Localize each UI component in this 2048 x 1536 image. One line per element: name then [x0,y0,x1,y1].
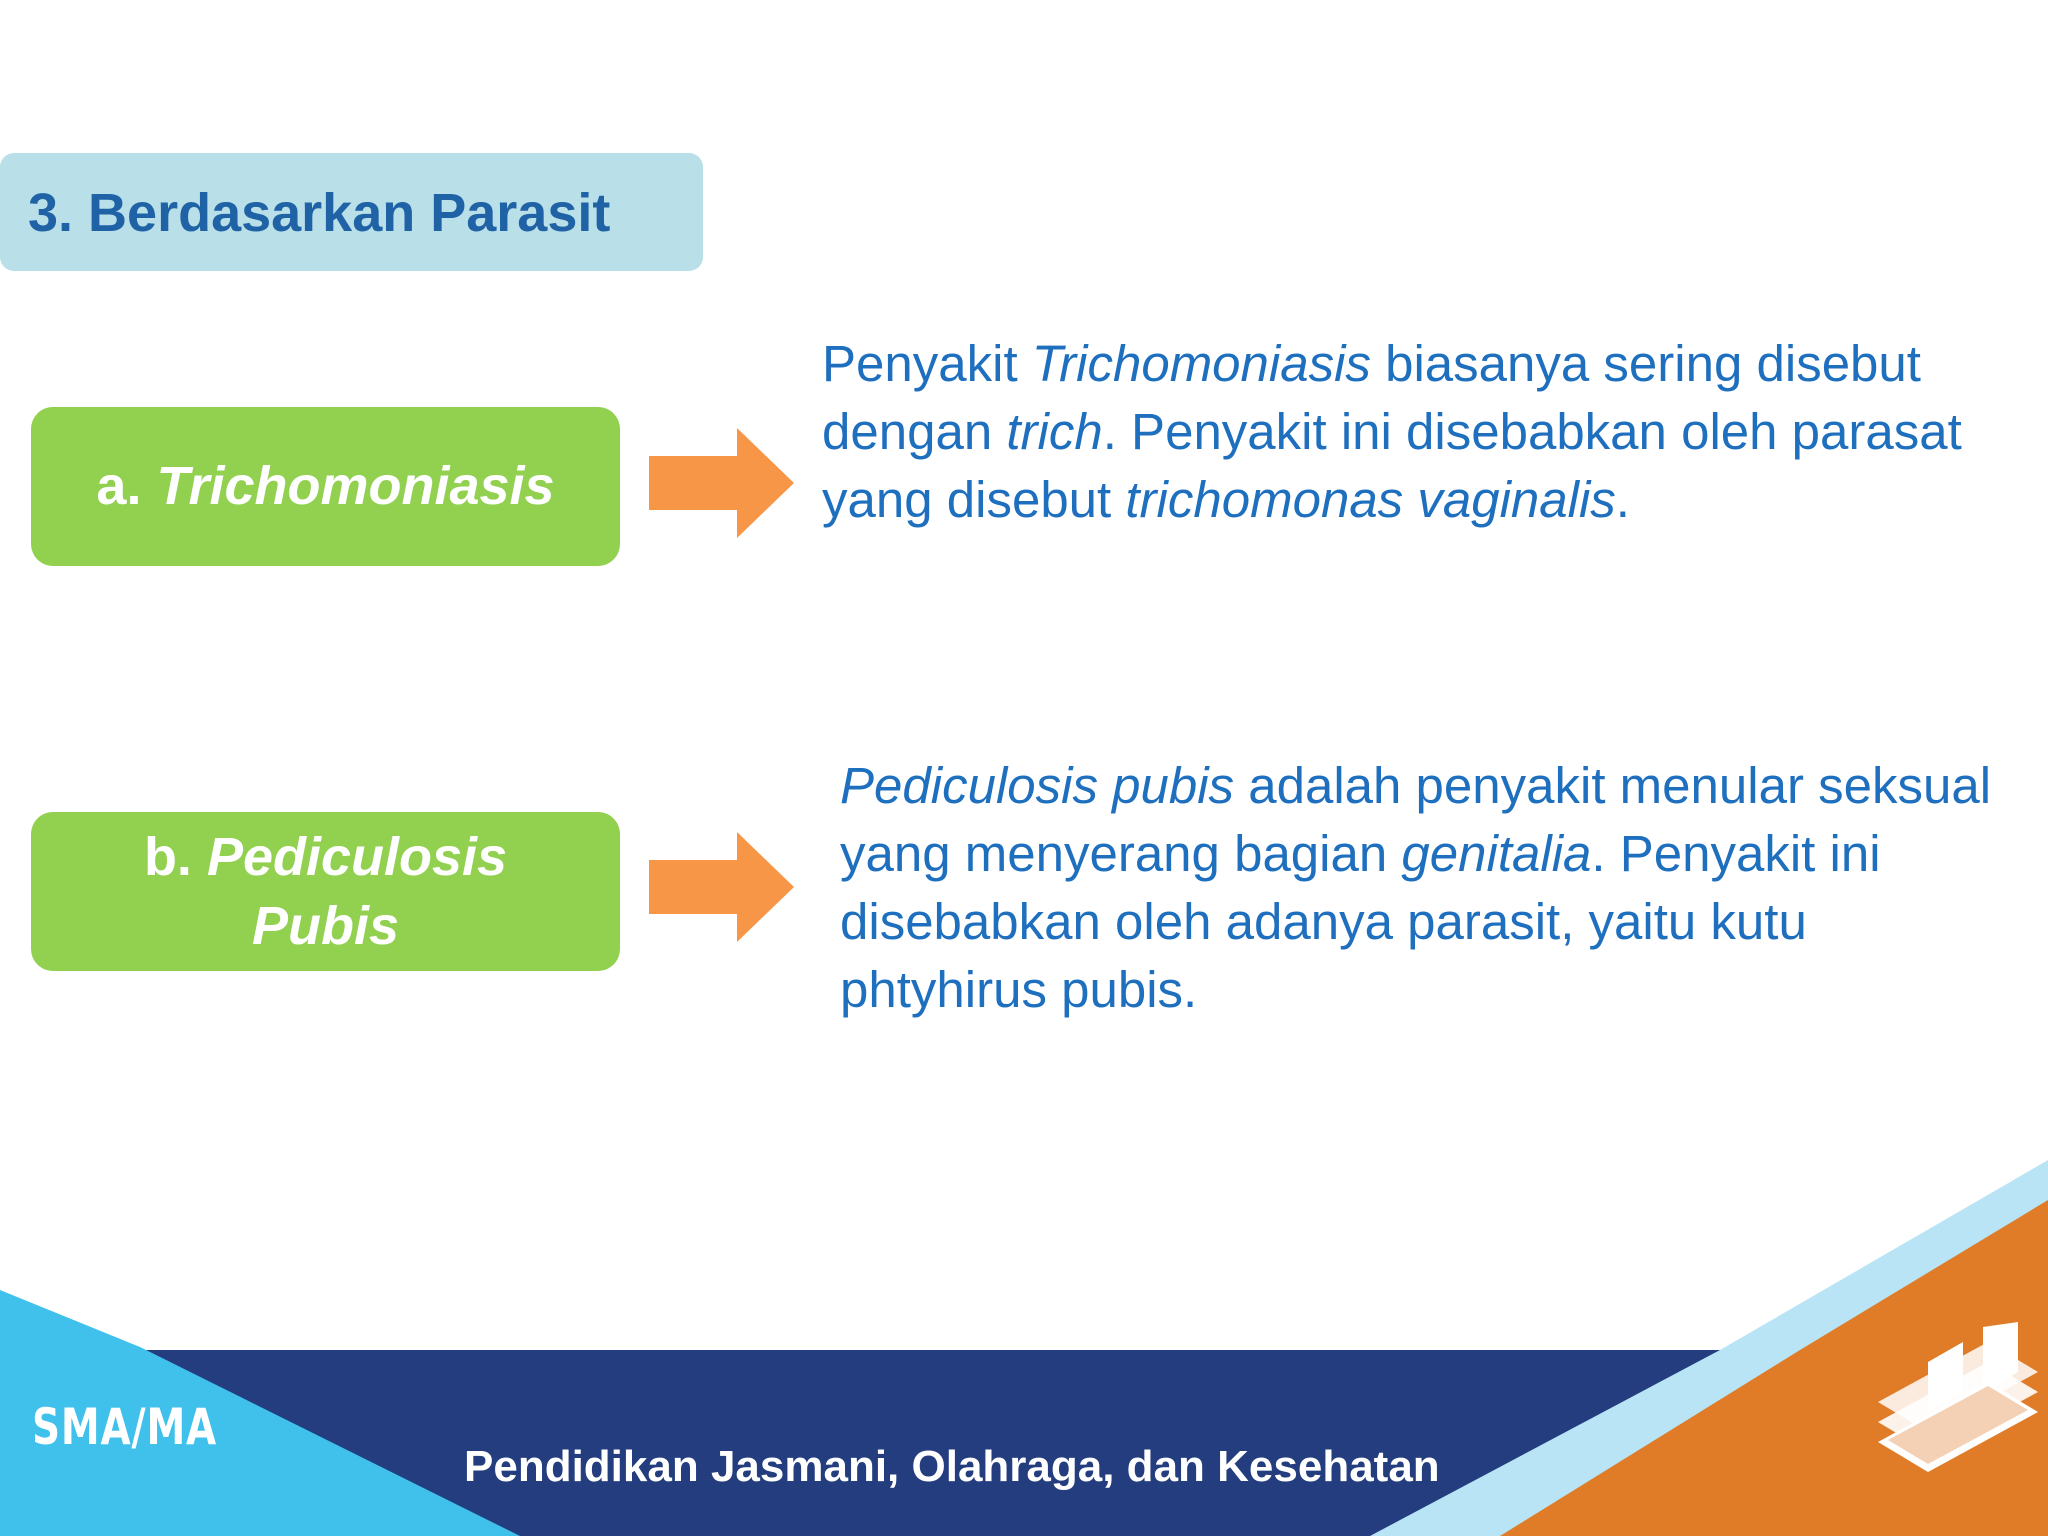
item-b-name-line2: Pubis [251,895,400,956]
desc-a-text-5: . Penyakit ini disebabkan oleh parasat yang disebut [822,403,1962,528]
item-a-prefix: a. [96,456,157,517]
item-a-label [96,452,554,521]
item-a-description [822,330,2002,534]
desc-b-text-2: adalah penyakit menular seksual yang menyerang bagian [840,757,1992,882]
desc-a-text-2: Trichomoniasis [1031,335,1371,392]
desc-a-text-1: Penyakit [822,335,1032,392]
desc-a-text-7: . [1615,471,1630,528]
section-heading-box [0,153,703,271]
desc-b-text-3: genitalia [1401,825,1592,882]
item-b-label [144,823,507,960]
item-b-prefix: b. [143,826,207,887]
item-b-box [31,812,620,971]
brand-label: SMA/MA [32,1398,218,1456]
item-a-box [31,407,620,566]
item-b-name-line1: Pediculosis [206,826,508,887]
right-arrow-icon [649,428,794,538]
item-b-description [840,752,2020,1024]
right-arrow-icon [649,832,794,942]
desc-a-text-4: trich [1006,403,1103,460]
item-a-name: Trichomoniasis [156,456,555,517]
desc-b-text-4: . Penyakit ini disebabkan oleh adanya parasit, yaitu kutu phtyhirus pubis. [840,825,1881,1018]
footer-title: Pendidikan Jasmani, Olahraga, dan Kesehatan [464,1442,1440,1491]
desc-a-text-3: biasanya sering disebut dengan [822,335,1921,460]
book-stack-logo-icon [1868,1322,2048,1492]
desc-a-text-6: trichomonas vaginalis [1125,471,1616,528]
section-heading: 3. Berdasarkan Parasit [28,183,611,243]
desc-b-text-1: Pediculosis pubis [840,757,1235,814]
